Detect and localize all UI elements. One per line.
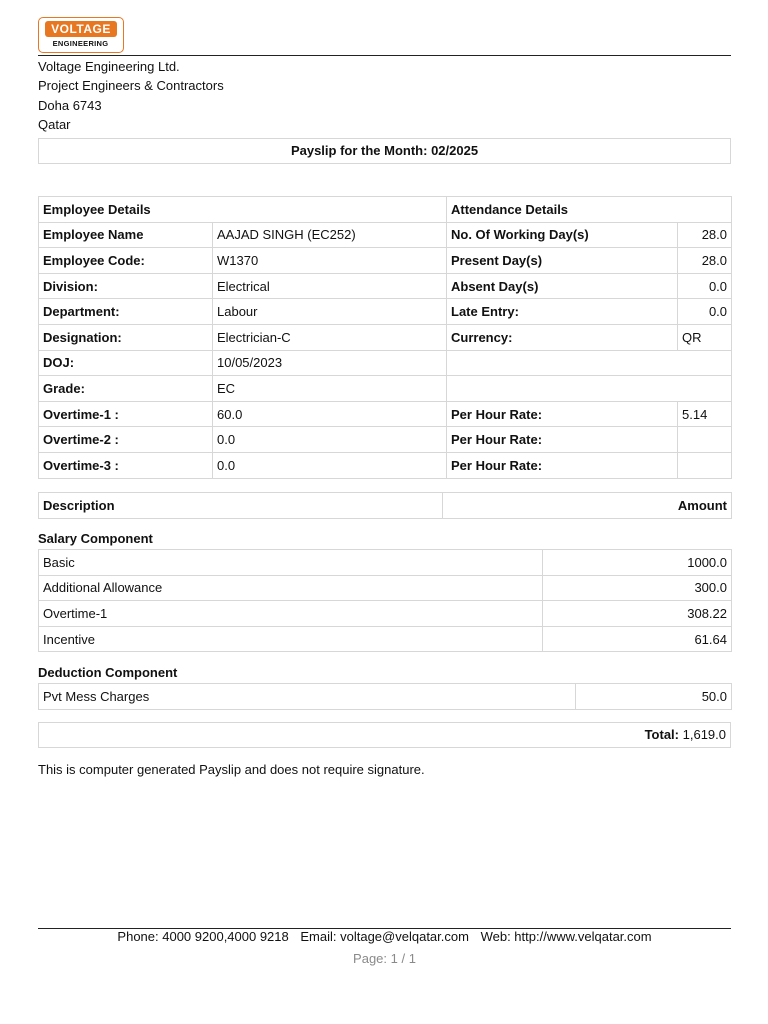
footer-web[interactable]: Web: http://www.velqatar.com (480, 929, 652, 944)
employee-field-label: Employee Name (39, 222, 213, 248)
company-address (38, 57, 224, 134)
table-row (39, 427, 732, 453)
employee-field-label: Overtime-3 : (39, 452, 213, 478)
employee-attendance-table (38, 196, 732, 479)
table-row (39, 684, 732, 710)
table-row (39, 299, 732, 325)
company-tagline: Project Engineers & Contractors (38, 78, 224, 94)
description-header: Description (39, 493, 443, 519)
per-hour-rate-value: 5.14 (678, 401, 732, 427)
employee-field-label: Overtime-2 : (39, 427, 213, 453)
company-logo (38, 17, 124, 53)
attendance-field-value: 0.0 (678, 273, 732, 299)
employee-field-value: 0.0 (213, 452, 447, 478)
deduction-component-title: Deduction Component (38, 665, 178, 680)
logo-subtitle: ENGINEERING (52, 39, 109, 48)
attendance-details-heading: Attendance Details (447, 197, 732, 223)
payslip-month-label: Payslip for the Month: (290, 143, 428, 158)
table-row (39, 248, 732, 274)
table-row (39, 324, 732, 350)
employee-field-label: Employee Code: (39, 248, 213, 274)
table-row (39, 626, 732, 652)
employee-field-value: 60.0 (213, 401, 447, 427)
employee-field-value: 10/05/2023 (213, 350, 447, 376)
total-row (38, 722, 731, 748)
employee-field-value: Electrical (213, 273, 447, 299)
table-row (39, 222, 732, 248)
company-country: Qatar (38, 116, 71, 132)
salary-item-name: Additional Allowance (39, 575, 543, 601)
employee-field-label: Designation: (39, 324, 213, 350)
employee-field-value: 0.0 (213, 427, 447, 453)
table-row (39, 273, 732, 299)
table-row (39, 401, 732, 427)
attendance-field-value: 28.0 (678, 222, 732, 248)
table-row (39, 575, 732, 601)
employee-details-heading: Employee Details (39, 197, 447, 223)
header-divider (38, 55, 731, 56)
attendance-field-label: Present Day(s) (447, 248, 678, 274)
company-city: Doha 6743 (38, 97, 102, 113)
per-hour-rate-label: Per Hour Rate: (447, 427, 678, 453)
per-hour-rate-label: Per Hour Rate: (447, 452, 678, 478)
company-name: Voltage Engineering Ltd. (38, 59, 180, 74)
attendance-field-label: Late Entry: (447, 299, 678, 325)
per-hour-rate-label: Per Hour Rate: (447, 401, 678, 427)
empty-cell (447, 350, 732, 376)
total-label: Total: (644, 727, 679, 742)
attendance-field-value: 28.0 (678, 248, 732, 274)
per-hour-rate-value (678, 427, 732, 453)
deduction-item-name: Pvt Mess Charges (39, 684, 576, 710)
employee-field-label: Overtime-1 : (39, 401, 213, 427)
salary-item-amount: 1000.0 (543, 550, 732, 576)
empty-cell (447, 376, 732, 402)
deduction-item-amount: 50.0 (576, 684, 732, 710)
logo-wordmark: VOLTAGE (45, 21, 117, 37)
footer-contact (38, 929, 731, 945)
attendance-field-label: No. Of Working Day(s) (447, 222, 678, 248)
signature-note: This is computer generated Payslip and does not require signature. (38, 762, 425, 777)
salary-item-name: Overtime-1 (39, 601, 543, 627)
salary-item-name: Incentive (39, 626, 543, 652)
attendance-field-value: 0.0 (678, 299, 732, 325)
description-header-table (38, 492, 732, 519)
footer-email[interactable]: Email: voltage@velqatar.com (300, 929, 469, 944)
table-row (39, 376, 732, 402)
employee-field-value: AAJAD SINGH (EC252) (213, 222, 447, 248)
employee-field-label: Grade: (39, 376, 213, 402)
salary-component-title: Salary Component (38, 531, 153, 546)
salary-item-amount: 300.0 (543, 575, 732, 601)
attendance-field-label: Absent Day(s) (447, 273, 678, 299)
employee-field-value: EC (213, 376, 447, 402)
total-value: 1,619.0 (682, 727, 726, 742)
amount-header: Amount (443, 493, 732, 519)
table-row (39, 601, 732, 627)
table-row (39, 550, 732, 576)
table-row (39, 493, 732, 519)
table-row (39, 197, 732, 223)
footer-phone: Phone: 4000 9200,4000 9218 (117, 929, 289, 944)
deduction-component-table (38, 683, 732, 710)
table-row (39, 452, 732, 478)
employee-field-value: Labour (213, 299, 447, 325)
per-hour-rate-value (678, 452, 732, 478)
employee-field-value: W1370 (213, 248, 447, 274)
salary-item-name: Basic (39, 550, 543, 576)
employee-field-label: Department: (39, 299, 213, 325)
payslip-month-banner (38, 138, 731, 164)
table-row (39, 350, 732, 376)
salary-item-amount: 308.22 (543, 601, 732, 627)
payslip-month-value: 02/2025 (431, 143, 479, 158)
employee-field-label: Division: (39, 273, 213, 299)
page-number: Page: 1 / 1 (353, 951, 416, 966)
employee-field-label: DOJ: (39, 350, 213, 376)
salary-component-table (38, 549, 732, 652)
attendance-field-value: QR (678, 324, 732, 350)
salary-item-amount: 61.64 (543, 626, 732, 652)
attendance-field-label: Currency: (447, 324, 678, 350)
employee-field-value: Electrician-C (213, 324, 447, 350)
